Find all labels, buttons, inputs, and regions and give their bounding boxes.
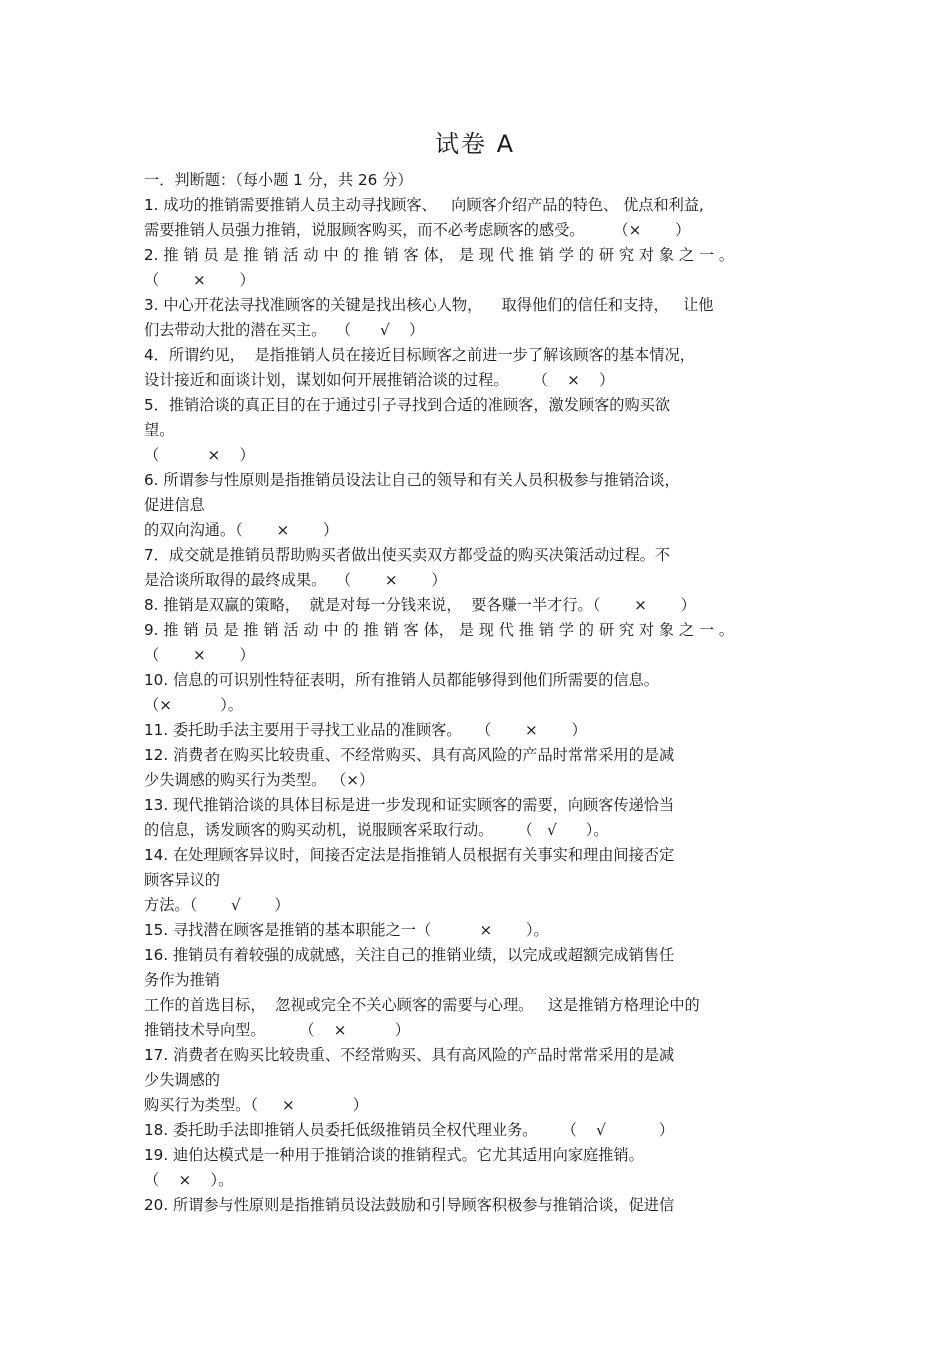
text-line: 13. 现代推销洽谈的具体目标是进一步发现和证实顾客的需要，向顾客传递恰当 — [144, 796, 675, 814]
text-line: 17. 消费者在购买比较贵重、不经常购买、具有高风险的产品时常常采用的是减 — [144, 1046, 675, 1064]
text-line: 9. 推 销 员 是 推 销 活 动 中 的 推 销 客 体， 是 现 代 推 销 学 的 研 究 对 象 之 一 。 — [144, 621, 735, 639]
text-line: 19. 迪伯达模式是一种用于推销洽谈的推销程式。它尤其适用向家庭推销。 — [144, 1146, 644, 1164]
text-line: （ × ） — [144, 446, 255, 464]
text-line: 设计接近和面谈计划，谋划如何开展推销洽谈的过程。 （ × ） — [144, 371, 615, 389]
text-line: 方法。（ √ ） — [144, 896, 290, 914]
text-line: 2. 推 销 员 是 推 销 活 动 中 的 推 销 客 体， 是 现 代 推 销 学 的 研 究 对 象 之 一 。 — [144, 246, 735, 264]
text-line: 12. 消费者在购买比较贵重、不经常购买、具有高风险的产品时常常采用的是减 — [144, 746, 675, 764]
section-heading: 一．判断题：（每小题 1 分，共 26 分） — [144, 171, 413, 189]
text-line: 是洽谈所取得的最终成果。 （ × ） — [144, 571, 447, 589]
text-line: 望。 — [144, 421, 175, 439]
text-line: 6. 所谓参与性原则是指推销员设法让自己的领导和有关人员积极参与推销洽谈， — [144, 471, 680, 489]
question-body — [144, 168, 824, 1218]
exam-title: 试卷 A — [434, 130, 516, 158]
text-line: 少失调感的购买行为类型。 （×） — [144, 771, 375, 789]
text-line: 工作的首选目标， 忽视或完全不关心顾客的需要与心理。 这是推销方格理论中的 — [144, 996, 700, 1014]
text-line: （ × ） — [144, 271, 255, 289]
text-line: 5．推销洽谈的真正目的在于通过引子寻找到合适的准顾客，激发顾客的购买欲 — [144, 396, 671, 414]
text-line: 购买行为类型。（ × ） — [144, 1096, 368, 1114]
text-line: 顾客异议的 — [144, 871, 220, 889]
text-line: 需要推销人员强力推销，说服顾客购买，而不必考虑顾客的感受。 （× ） — [144, 221, 691, 239]
text-line: 15. 寻找潜在顾客是推销的基本职能之一（ × ）。 — [144, 921, 549, 939]
text-line: （ × ）。 — [144, 1171, 234, 1189]
text-line: 16. 推销员有着较强的成就感，关注自己的推销业绩，以完成或超额完成销售任 — [144, 946, 675, 964]
text-line: 少失调感的 — [144, 1071, 220, 1089]
text-line: （ × ） — [144, 646, 255, 664]
text-line: 8. 推销是双赢的策略， 就是对每一分钱来说， 要各赚一半才行。（ × ） — [144, 596, 696, 614]
text-line: 务作为推销 — [144, 971, 220, 989]
text-line: 的双向沟通。（ × ） — [144, 521, 339, 539]
text-line: 14. 在处理顾客异议时，间接否定法是指推销人员根据有关事实和理由间接否定 — [144, 846, 675, 864]
text-line: 1. 成功的推销需要推销人员主动寻找顾客、 向顾客介绍产品的特色、 优点和利益, — [144, 196, 704, 214]
text-line: 4．所谓约见， 是指推销人员在接近目标顾客之前进一步了解该顾客的基本情况， — [144, 346, 695, 364]
text-line: 11. 委托助手法主要用于寻找工业品的准顾客。 （ × ） — [144, 721, 587, 739]
text-line: 20. 所谓参与性原则是指推销员设法鼓励和引导顾客积极参与推销洽谈，促进信 — [144, 1196, 675, 1214]
text-line: 18. 委托助手法即推销人员委托低级推销员全权代理业务。 （ √ ） — [144, 1121, 675, 1139]
text-line: 促进信息 — [144, 496, 205, 514]
text-line: （× ）。 — [144, 696, 243, 714]
text-line: 的信息，诱发顾客的购买动机，说服顾客采取行动。 （ √ ）。 — [144, 821, 609, 839]
text-line: 3. 中心开花法寻找准顾客的关键是找出核心人物， 取得他们的信任和支持， 让他 — [144, 296, 714, 314]
text-line: 10. 信息的可识别性特征表明，所有推销人员都能够得到他们所需要的信息。 — [144, 671, 659, 689]
text-line: 推销技术导向型。 （ × ） — [144, 1021, 410, 1039]
text-line: 7．成交就是推销员帮助购买者做出使买卖双方都受益的购买决策活动过程。不 — [144, 546, 671, 564]
text-line: 们去带动大批的潜在买主。 （ √ ） — [144, 321, 425, 339]
